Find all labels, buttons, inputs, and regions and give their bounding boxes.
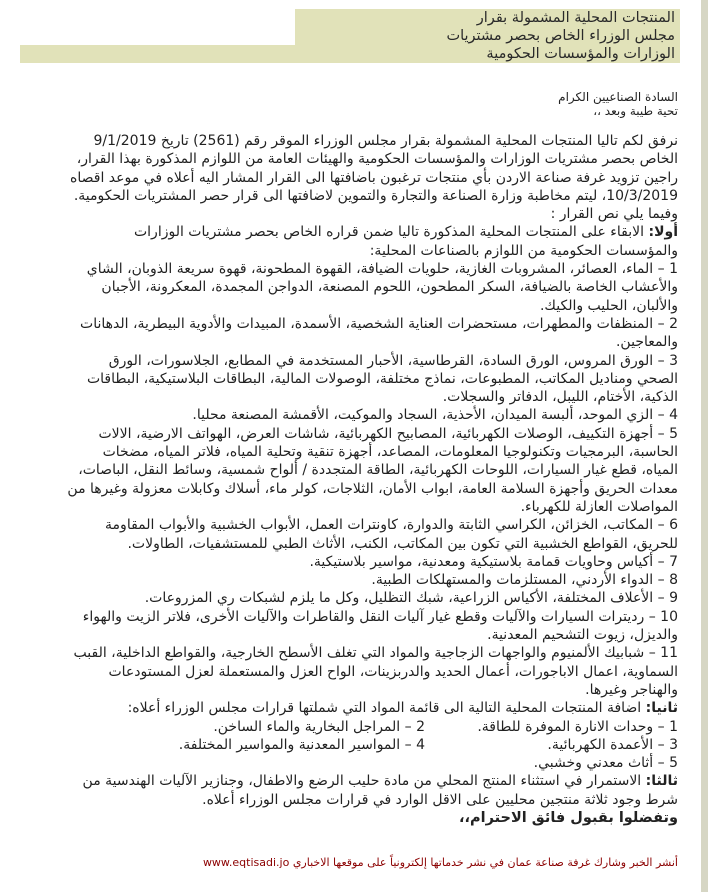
second-item: 2 – المراجل البخارية والماء الساخن.	[213, 718, 425, 735]
section-first-text: الابقاء على المنتجات المحلية المذكورة تاليا ضمن قراره الخاص بحصر مشتريات الوزارات والمؤسسات الحكومية من اللوازم بالصناعات المحلية:	[133, 224, 678, 259]
second-item: 5 – أثاث معدني وخشبي.	[533, 755, 678, 772]
second-item: 3 – الأعمدة الكهربائية.	[547, 736, 678, 753]
first-item: 2 – المنظفات والمطهرات، مستحضرات العناية الشخصية، الأسمدة، المبيدات والأدوية البيطرية، الدهانات والمعاجين.	[80, 315, 678, 351]
section-first	[66, 223, 678, 260]
first-item: 4 – الزي الموحد، ألبسة الميدان، الأحذية، السجاد والموكيت، الأقمشة المصنعة محليا.	[192, 407, 678, 424]
second-items-row	[66, 718, 678, 736]
first-item: 5 – أجهزة التكييف، الوصلات الكهربائية، المصابيح الكهربائية، شاشات العرض، الهواتف الارضية، الالات الحاسبة، البرمجيات وتكنولوجيا المعلومات، المصاعد، أجهزة تنقية وتحلية المياه، فلاتر المياه، مضخات المياه، قطع غيار السيارات، اللوحات الكهربائية، الطاقة المتجددة / ألواح شمسية، وسائط النقل، الباصات، معدات الحريق وأجهزة السلامة العامة، ابواب الأمان، الثلاجات، كولر ماء، أسلاك وكابلات معزولة وغيرها من المواصلات العازلة للكهرباء.	[67, 425, 678, 515]
page-right-border	[701, 0, 708, 892]
section-second-text: اضافة المنتجات المحلية التالية الى قائمة المواد التي شملتها قرارات مجلس الوزراء أعلاه:	[127, 700, 646, 717]
section-second-label: ثانيا:	[645, 700, 678, 717]
first-item: 10 – رديترات السيارات والآليات وقطع غيار آليات النقل والقاطرات والآليات الأخرى، فلاتر الزيت والهواء والديزل، زيوت التشحيم المعدنية.	[82, 608, 678, 644]
section-third	[66, 772, 678, 809]
section-first-label: أولا:	[648, 224, 678, 241]
title-line-1: المنتجات المحلية المشمولة بقرار	[295, 9, 680, 27]
spacer	[66, 118, 678, 132]
first-item: 6 – المكاتب، الخزائن، الكراسي الثابتة والدوارة، كاونترات العمل، الأبواب الخشبية والأبواب المقاومة للحريق، القواطع الخشبية التي تكون بين المكاتب، الكنب، الأثاث الطبي للمستشفيات، الطاولات.	[105, 517, 678, 552]
first-item: 7 – أكياس وحاويات قمامة بلاستيكية ومعدنية، مواسير بلاستيكية.	[309, 553, 678, 570]
section-third-label: ثالثا:	[645, 773, 678, 790]
addressee: السادة الصناعيين الكرام	[558, 90, 678, 104]
second-item: 4 – المواسير المعدنية والمواسير المختلفة.	[178, 736, 425, 753]
second-items-row	[66, 736, 678, 754]
intro-paragraph: نرفق لكم تاليا المنتجات المحلية المشمولة بقرار مجلس الوزراء الموقر رقم (2561) تاريخ 9/1/2019 الخاص بحصر مشتريات الوزارات والمؤسسات الحكومية والهيئات العامة من اللوازم المذكورة بهذا القرار، راجين تزويد غرفة صناعة الاردن بأي منتجات ترغبون باضافتها الى القرار المشار اليه أعلاه في موعد اقصاه 10/3/2019، ليتم مخاطبة وزارة الصناعة والتجارة والتموين لاضافتها الى قرار حصر المشتريات الحكومية.	[70, 133, 678, 204]
first-item: 8 – الدواء الأردني، المستلزمات والمستهلكات الطبية.	[371, 572, 678, 589]
first-item: 11 – شبابيك الألمنيوم والواجهات الزجاجية والمواد التي تغلف الأسطح الخارجية، والقواطع الداخلية، القبب السماوية، اعمال الاباجورات، أعمال الحديد والدربزينات، الواح العزل والمستعملة لعزل المستودعات والهناجر وغيرها.	[73, 645, 678, 698]
title-line-3: الوزارات والمؤسسات الحكومية	[20, 45, 680, 63]
decision-lead-in: وفيما يلي نص القرار :	[550, 206, 678, 223]
document-title-box	[20, 9, 680, 63]
closing-remark: وتفضلوا بقبول فائق الاحترام،،	[458, 809, 678, 826]
section-second	[66, 699, 678, 717]
section-third-text: الاستمرار في استثناء المنتج المحلي من مادة حليب الرضع والاطفال، وجنازير الآليات الهندسية من شرط وجود ثلاثة منتجين محليين على الاقل الوارد في قرارات مجلس الوزراء أعلاه.	[82, 773, 678, 808]
salutation: تحية طيبة وبعد ،،	[593, 104, 678, 118]
first-item: 1 – الماء، العصائر، المشروبات الغازية، حلويات الضيافة، القهوة المطحونة، قهوة سريعة الذوبان، الشاي والأعشاب الخاصة بالضيافة، السكر المطحون، اللحوم المصنعة، الدواجن المجمدة، المعكرونة، الأجبان والألبان، الحليب والكيك.	[86, 261, 678, 314]
second-item: 1 – وحدات الانارة الموفرة للطاقة.	[477, 718, 678, 735]
title-line-2: مجلس الوزراء الخاص بحصر مشتريات	[295, 27, 680, 45]
first-item: 3 – الورق المروس، الورق السادة، القرطاسية، الأحبار المستخدمة في المطابع، الجلاسورات، الورق الصحي ومناديل المكاتب، المطبوعات، نماذج مختلفة، الوصولات المالية، البطاقات البلاستيكية، البطاقات الذكية، الأختام، الليبل، الدفاتر والسجلات.	[86, 352, 678, 406]
first-item: 9 – الأعلاف المختلفة، الأكياس الزراعية، شبك التظليل، وكل ما يلزم لشبكات ري المزروعات.	[144, 590, 678, 607]
share-footer-link[interactable]: أنشر الخبر وشارك غرفة صناعة عمان في نشر خدماتها إلكترونياً على موقعها الاخباري www.eqtisadi.jo	[202, 856, 678, 869]
document-body	[66, 90, 678, 827]
